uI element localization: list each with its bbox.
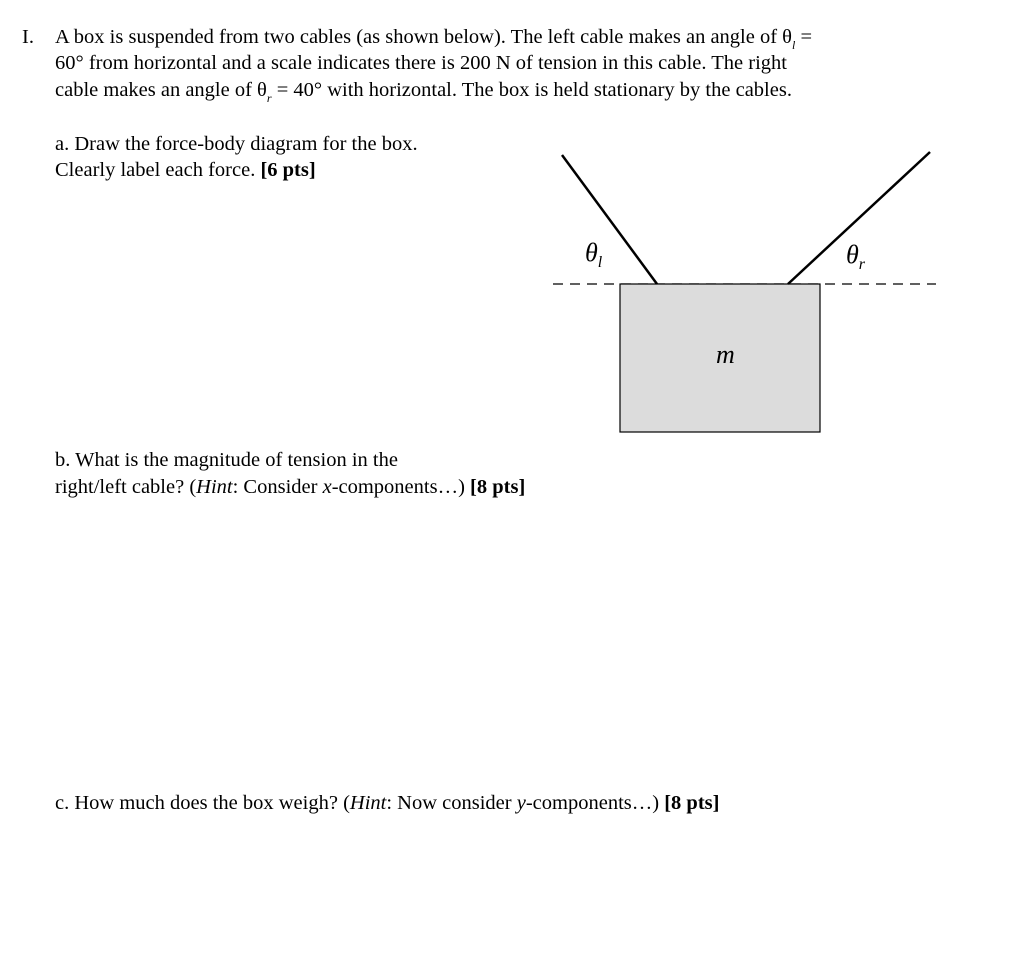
text: -components…) <box>331 476 471 498</box>
hint: Hint <box>196 476 233 498</box>
theta: θ <box>585 238 598 267</box>
left-cable <box>562 155 657 284</box>
part-b-line-1: b. What is the magnitude of tension in the <box>55 449 398 471</box>
subscript: l <box>597 254 603 271</box>
text: cable makes an angle of θ <box>55 79 267 101</box>
problem-line-2: 60° from horizontal and a scale indicates there is 200 N of tension in this cable. The right <box>55 52 787 74</box>
text: c. How much does the box weigh? ( <box>55 792 350 814</box>
subscript: l <box>792 38 796 52</box>
text: : Now consider <box>386 792 517 814</box>
mass-label: m <box>716 340 735 369</box>
subscript: r <box>858 256 866 273</box>
text: -components…) <box>525 792 665 814</box>
variable: y <box>516 792 526 814</box>
text: = 40° with horizontal. The box is held stationary by the cables. <box>271 79 792 101</box>
hint: Hint <box>349 792 387 814</box>
theta: θ <box>846 240 859 269</box>
points: [6 pts] <box>260 159 316 181</box>
problem-number: I. <box>22 26 34 48</box>
theta-right-label <box>846 240 865 274</box>
text: Clearly label each force. <box>55 159 256 181</box>
points: [8 pts] <box>664 792 720 814</box>
text: A box is suspended from two cables (as shown below). The left cable makes an angle of θ <box>55 26 792 48</box>
part-a-line-1: a. Draw the force-body diagram for the box. <box>55 133 418 155</box>
text: : Consider <box>232 476 323 498</box>
theta-left-label <box>585 238 602 272</box>
points: [8 pts] <box>470 476 526 498</box>
text: right/left cable? ( <box>55 476 197 498</box>
text: = <box>795 26 813 48</box>
subscript: r <box>266 91 272 105</box>
variable: x <box>322 476 332 498</box>
